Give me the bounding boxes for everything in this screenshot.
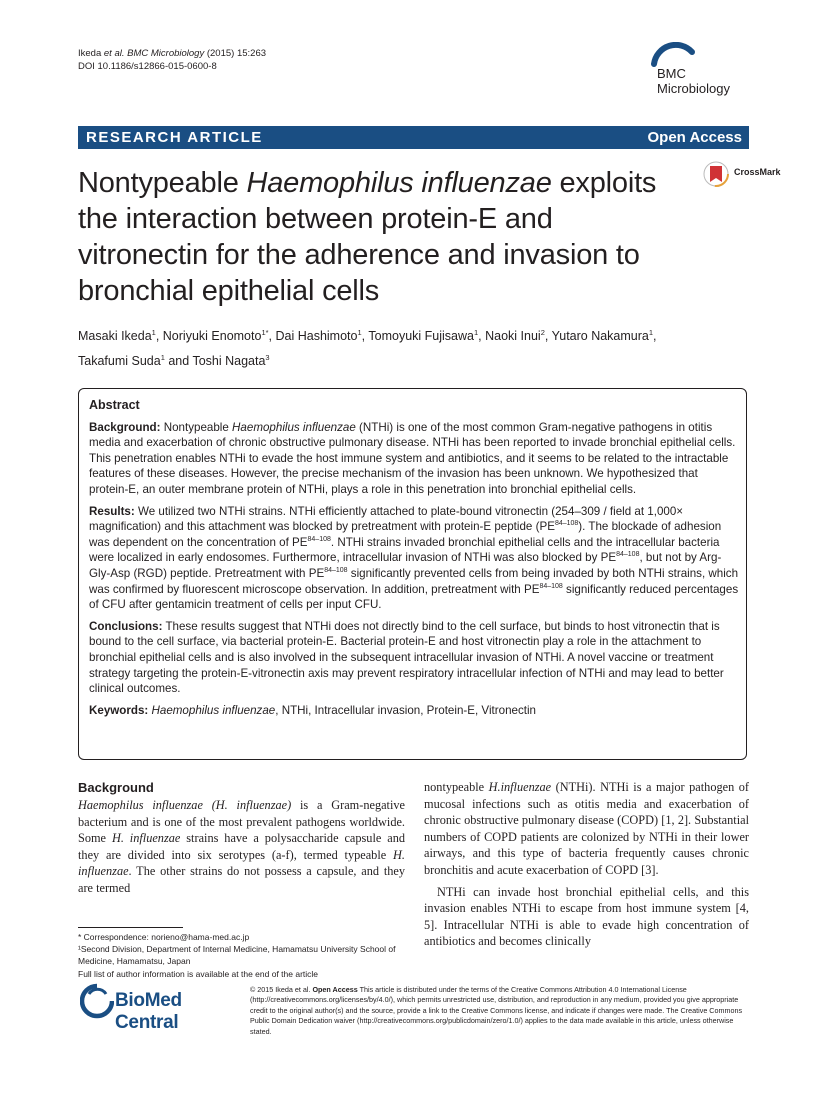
author: Toshi Nagata$^3$	[192, 353, 270, 369]
title-part1: Nontypeable	[78, 167, 247, 199]
title-italic: Haemophilus influenzae	[246, 167, 552, 199]
journal-logo	[640, 42, 755, 102]
abstract-keywords: Keywords: Haemophilus influenzae, NTHi, Intracellular invasion, Protein-E, Vitronectin	[89, 703, 537, 717]
crossmark-badge[interactable]	[702, 160, 782, 188]
affiliation-footnote: ¹Second Division, Department of Internal Medicine, Hamamatsu University School of Medicine, Hamamatsu, Japan	[78, 944, 396, 967]
citation-header	[78, 47, 266, 73]
abstract-background: Background: Nontypeable Haemophilus influenzae (NTHi) is one of the most common Gram-negative pathogens in otitis media and exacerbation of chronic obstructive pulmonary disease. NTHi has been reported to invade bronchial epithelial cells. This penetration enables NTHi to evade the host immune system and antibiotics, and it seems to be related to the intractable features of these diseases. However, the precise mechanism of the invasion has been unknown. We hypothesized that protein-E, an outer membrane protein of NTHi, plays a role in this penetration into bronchial epithelial cells.	[89, 420, 736, 496]
title-part2: exploits the interaction between protein-E and vitronectin for the adherence and invasion to bronchial epithelial cells	[78, 167, 657, 307]
author: Takafumi Suda$^1$	[78, 353, 165, 369]
citation-journal: BMC Microbiology	[127, 48, 205, 59]
publisher-logo	[80, 982, 240, 1033]
citation-line	[78, 47, 266, 60]
correspondence-footnote: * Correspondence: norieno@hama-med.ac.jp	[78, 932, 250, 942]
abstract-box	[78, 388, 747, 760]
publisher-logo-text: BioMed Central	[115, 990, 182, 1033]
body-column-right	[424, 779, 749, 955]
article-title	[78, 165, 678, 309]
license-statement: © 2015 Ikeda et al. Open Access This article is distributed under the terms of the Creative Commons Attribution 4.0 International License (http://creativecommons.org/licenses/by/4.0/), which permits unrestricted use, distribution, and reproduction in any medium, provided you give appropriate credit to the original author(s) and the source, provide a link to the Creative Commons license, and indicate if changes were made. The Creative Commons Public Domain Dedication waiver (http://creativecommons.org/publicdomain/zero/1.0/) applies to the data made available in this article, unless otherwise stated.	[250, 985, 743, 1036]
authors-and: and	[168, 354, 190, 369]
journal-logo-line2: Microbiology	[657, 81, 730, 96]
body-paragraph: Haemophilus influenzae (H. influenzae) is a Gram-negative bacterium and is one of the most prevalent pathogens worldwide. Some H. influenzae strains have a polysaccharide capsule and they are divided into six serotypes (a-f), termed typeable H. influenzae. The other strains do not possess a capsule, and they are termed	[78, 798, 405, 895]
author: Yutaro Nakamura$^1$	[551, 328, 654, 344]
author-list: Masaki Ikeda$^1$, Noriyuki Enomoto$^{1*}$, Dai Hashimoto$^1$, Tomoyuki Fujisawa$^1$, Naoki Inui$^2$, Yutaro Nakamura$^1$, Takafumi Suda$^1$ and Toshi Nagata$^3$	[78, 328, 657, 369]
author: Noriyuki Enomoto$^{1*}$	[162, 328, 269, 344]
article-type-banner	[78, 126, 749, 149]
citation-authors: Ikeda	[78, 48, 104, 59]
citation-etal: et al.	[103, 48, 125, 59]
open-access-label: Open Access	[647, 129, 742, 146]
author: Masaki Ikeda$^1$	[78, 328, 156, 344]
abstract-conclusions: Conclusions: These results suggest that NTHi does not directly bind to the cell surface, but binds to host vitronectin that is bound to the cell surface, via bacterial protein-E. Bacterial protein-E and host vitronectin play a role in the attachment to bronchial epithelial cells and is also involved in the subsequent intracellular invasion of NTHi. A novel vaccine or treatment strategy targeting the protein-E-vitronectin axis may prevent respiratory intracellular infection of NTHi and may lead to better clinical outcomes.	[89, 619, 724, 696]
article-type-label: RESEARCH ARTICLE	[86, 129, 263, 146]
author-info-footnote: Full list of author information is available at the end of the article	[78, 968, 319, 979]
crossmark-label: CrossMark	[734, 167, 781, 177]
author: Dai Hashimoto$^1$	[275, 328, 362, 344]
doi: DOI 10.1186/s12866-015-0600-8	[78, 61, 217, 72]
footnote-divider	[78, 927, 183, 928]
abstract-heading: Abstract	[89, 398, 140, 412]
journal-logo-line1: BMC	[657, 66, 686, 81]
biomed-central-logo-icon	[80, 982, 114, 1020]
body-paragraph: NTHi can invade host bronchial epithelial cells, and this invasion enables NTHi to escape from host immune system [4, 5]. Intracellular NTHi is able to evade high concentration of antibiotics and becomes clinically	[424, 884, 749, 949]
body-column-left	[78, 779, 405, 897]
author: Tomoyuki Fujisawa$^1$	[368, 328, 479, 344]
body-paragraph: nontypeable H.influenzae (NTHi). NTHi is a major pathogen of mucosal infections such as otitis media and exacerbation of chronic obstructive pulmonary disease (COPD) [1, 2]. Substantial numbers of COPD patients are colonized by NTHi in their lower airways, and this type of bacteria frequently causes chronic bronchitis and acute exacerbation of COPD [3].	[424, 780, 749, 877]
abstract-results: Results: We utilized two NTHi strains. NTHi efficiently attached to plate-bound vitronectin (254–309 / field at 1,000× magnification) and this attachment was blocked by pretreatment with protein-E peptide (PE$^{84-108}$). The blockade of adhesion was dependent on the concentration of PE$^{84-108}$. NTHi strains invaded bronchial epithelial cells and the intracellular bacteria were localized in early endosomes. Furthermore, intracellular invasion of NTHi was also blocked by PE$^{84-108}$, but not by Arg-Gly-Asp (RGD) peptide. Pretreatment with PE$^{84-108}$ significantly prevented cells from being invaded by both NTHi strains, which was confirmed by fluorescent microscope observation. In addition, pretreatment with PE$^{84-108}$ significantly reduced percentages of CFU after gentamicin treatment of cells per input CFU.	[89, 504, 739, 612]
citation-year-volume: (2015) 15:263	[204, 48, 267, 59]
crossmark-icon	[702, 160, 732, 188]
footnotes	[78, 931, 408, 980]
section-heading-background: Background	[78, 780, 154, 795]
author: Naoki Inui$^2$	[485, 328, 545, 344]
